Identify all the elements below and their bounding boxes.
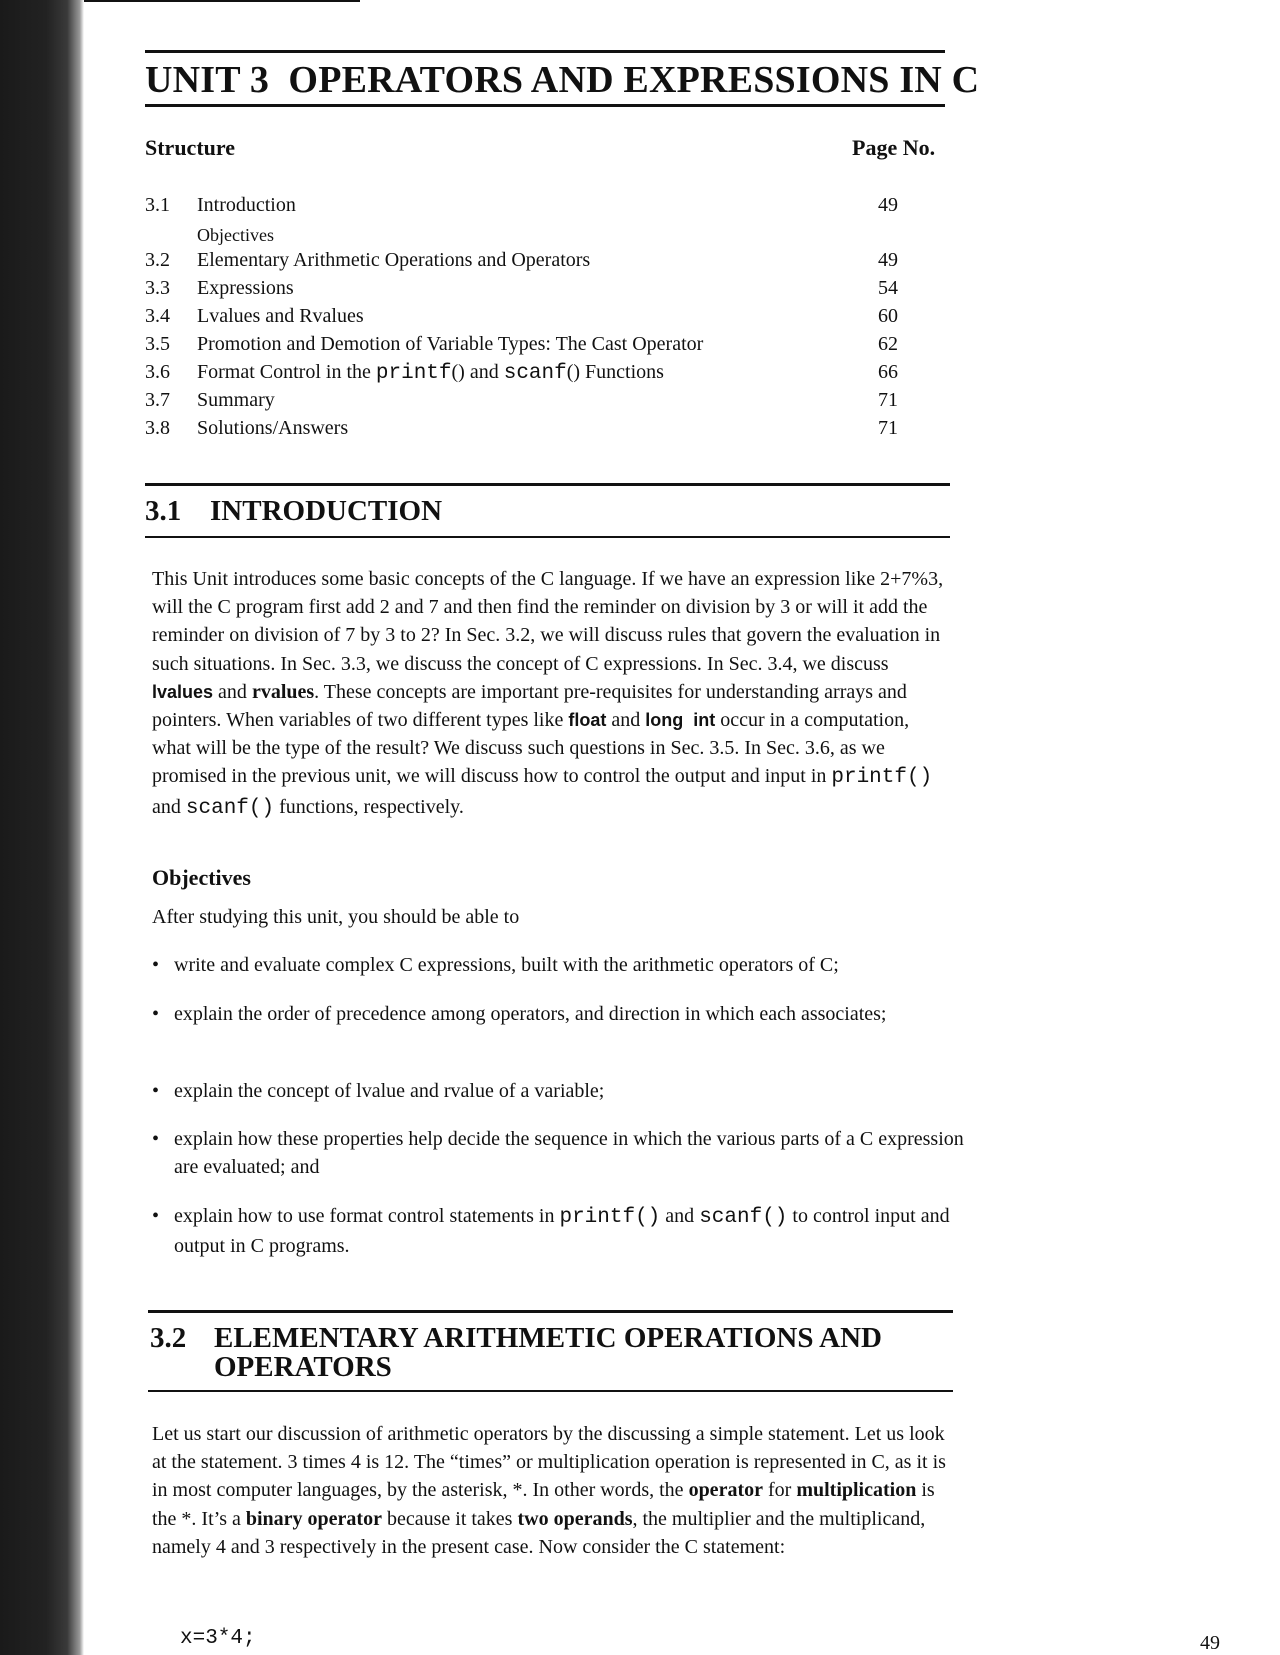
toc-code-printf: printf: [375, 362, 452, 385]
intro-text: and: [606, 709, 646, 732]
toc-number: 3.4: [145, 305, 170, 327]
intro-text: and: [213, 680, 252, 703]
toc-label: [197, 361, 664, 385]
toc-item: [145, 417, 905, 445]
body-text: for: [762, 1479, 797, 1502]
toc-number: 3.8: [145, 417, 170, 439]
body-text: is the *. It’s a: [152, 1479, 935, 1530]
code-scanf: scanf(): [699, 1206, 788, 1229]
toc-number: 3.3: [145, 277, 170, 299]
toc-sub-item: Objectives: [197, 225, 274, 245]
section-3-2-title-line2: OPERATORS: [214, 1351, 392, 1383]
objective-text: explain the concept of lvalue and rvalue of a variable;: [174, 1080, 605, 1102]
toc-page: 49: [878, 194, 898, 216]
toc-label: Introduction: [197, 194, 296, 216]
toc-page: 66: [878, 361, 898, 383]
section-3-1-number: 3.1: [145, 495, 182, 527]
title-bottom-rule: [145, 104, 945, 107]
section-3-2-title-line1: ELEMENTARY ARITHMETIC OPERATIONS AND: [214, 1322, 882, 1354]
toc-page: 60: [878, 305, 898, 327]
intro-text: occur in a computation, what will be the type of the result? We discuss such questions in Sec. 3.5. In Sec. 3.6, as we promised in the previous unit, we will discuss how to control the output and input in: [152, 709, 910, 788]
toc-label-text: () and: [451, 361, 504, 383]
objective-text-part: to control input and output in C programs.: [174, 1205, 950, 1257]
term-two-operands: two operands: [517, 1507, 633, 1530]
toc-item: [145, 277, 905, 305]
section-3-2-top-rule: [148, 1310, 953, 1313]
section-3-1-top-rule: [145, 483, 950, 486]
intro-paragraph: [152, 565, 952, 823]
toc-number: 3.1: [145, 194, 170, 216]
body-text: , the multiplier and the multiplicand, namely 4 and 3 respectively in the present case. Now consider the C statement:: [152, 1507, 926, 1558]
toc-item: [145, 389, 905, 417]
structure-heading: Structure: [145, 135, 236, 160]
toc-item: [145, 249, 905, 277]
toc-item: [145, 333, 905, 361]
code-printf: printf(): [559, 1206, 661, 1229]
toc-label-text: () Functions: [566, 361, 664, 383]
objective-text-part: and: [660, 1205, 700, 1227]
body-text: because it takes: [381, 1507, 518, 1530]
top-rule: [84, 0, 360, 2]
toc-page: 71: [878, 417, 898, 439]
intro-text: . These concepts are important pre-requisites for understanding arrays and pointers. When variables of two different types like: [152, 680, 907, 732]
term-operator: operator: [688, 1479, 763, 1502]
section-3-2-number: 3.2: [150, 1322, 187, 1354]
toc-item: [145, 305, 905, 333]
objective-text: [174, 1202, 964, 1260]
toc-page: 71: [878, 389, 898, 411]
bullet-dot: •: [152, 1080, 160, 1102]
toc-item: [145, 361, 905, 389]
objective-text-part: explain how to use format control statements in: [174, 1205, 560, 1227]
section-3-2-paragraph: [152, 1420, 962, 1561]
objectives-intro: After studying this unit, you should be able to: [152, 906, 520, 928]
term-float: float: [568, 710, 607, 731]
section-3-1-title: INTRODUCTION: [210, 495, 443, 527]
code-statement: x=3*4;: [180, 1627, 256, 1650]
objective-text: explain the order of precedence among operators, and direction in which each associates;: [174, 1003, 887, 1025]
code-printf: printf(): [831, 766, 933, 790]
title-top-rule: [145, 50, 945, 53]
code-scanf: scanf(): [185, 796, 275, 820]
bullet-dot: •: [152, 1003, 160, 1025]
term-binary-operator: binary operator: [245, 1507, 382, 1530]
toc-page: 49: [878, 249, 898, 271]
toc-number: 3.5: [145, 333, 170, 355]
scanned-page-edge: [0, 0, 84, 1655]
objective-text: write and evaluate complex C expressions, built with the arithmetic operators of C;: [174, 954, 839, 976]
toc-label: Expressions: [197, 277, 294, 299]
bullet-dot: •: [152, 1205, 160, 1227]
toc-code-scanf: scanf: [503, 362, 567, 385]
objectives-heading: Objectives: [152, 865, 251, 890]
intro-text: and: [152, 795, 181, 818]
term-lvalues: lvalues: [152, 681, 214, 702]
term-multiplication: multiplication: [796, 1479, 917, 1502]
page-no-heading: Page No.: [852, 135, 936, 160]
toc-item: [145, 194, 905, 222]
bullet-dot: •: [152, 954, 160, 976]
section-3-1-bottom-rule: [145, 536, 950, 538]
unit-title: UNIT 3 OPERATORS AND EXPRESSIONS IN C: [145, 59, 980, 101]
intro-text: This Unit introduces some basic concepts of the C language. If we have an expression like 2+7%3, will the C program first add 2 and 7 and then find the reminder on division by 3 or will it add the reminder on division of 7 by 3 to 2? In Sec. 3.2, we will discuss rules that govern the evaluation in such situations. In Sec. 3.3, we discuss the concept of C expressions. In Sec. 3.4, we discuss: [152, 568, 944, 675]
term-rvalues: rvalues: [251, 680, 315, 703]
toc-label: Solutions/Answers: [197, 417, 349, 439]
bullet-dot: •: [152, 1128, 160, 1150]
term-long-int: long int: [645, 710, 716, 731]
toc-label: Summary: [197, 389, 275, 411]
toc-number: 3.2: [145, 249, 170, 271]
toc-page: 62: [878, 333, 898, 355]
toc-label-text: Format Control in the: [197, 361, 376, 383]
toc-label: Elementary Arithmetic Operations and Operators: [197, 249, 591, 271]
page-number: 49: [1200, 1632, 1220, 1654]
intro-text: functions, respectively.: [274, 795, 464, 818]
section-3-2-bottom-rule: [148, 1390, 953, 1392]
toc-number: 3.7: [145, 389, 170, 411]
toc-number: 3.6: [145, 361, 170, 383]
objective-text: explain how these properties help decide the sequence in which the various parts of a C expression are evaluated; and: [174, 1128, 964, 1178]
toc-page: 54: [878, 277, 898, 299]
toc-label: Lvalues and Rvalues: [197, 305, 364, 327]
body-text: Let us start our discussion of arithmetic operators by the discussing a simple statement. Let us look at the statement. 3 times 4 is 12. The “times” or multiplication operation is represented in C, as it is in most computer languages, by the asterisk, *. In other words, the: [152, 1423, 946, 1502]
toc-label: Promotion and Demotion of Variable Types: The Cast Operator: [197, 333, 704, 355]
